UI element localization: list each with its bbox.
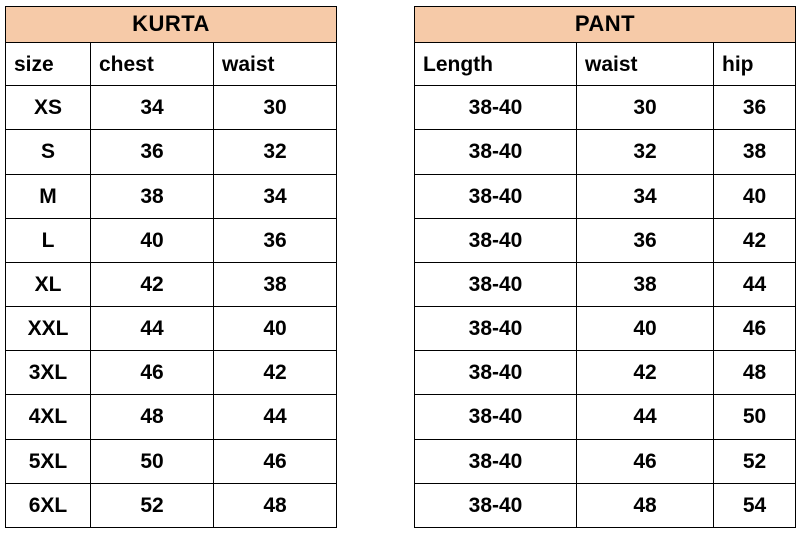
kurta-banner-row: [6, 7, 337, 43]
table-row: [6, 395, 337, 439]
pant-col-header-hip: hip: [714, 43, 796, 86]
kurta-cell-waist: 40: [214, 307, 337, 351]
kurta-cell-waist: 44: [214, 395, 337, 439]
table-row: [415, 395, 796, 439]
table-row: [6, 130, 337, 174]
table-row: [415, 307, 796, 351]
kurta-cell-size: L: [6, 218, 91, 262]
kurta-cell-size: XS: [6, 86, 91, 130]
pant-cell-length: 38-40: [415, 483, 577, 527]
pant-cell-waist: 46: [577, 439, 714, 483]
pant-cell-length: 38-40: [415, 351, 577, 395]
table-row: [415, 351, 796, 395]
pant-cell-length: 38-40: [415, 307, 577, 351]
table-row: [415, 483, 796, 527]
table-separator-gap: [336, 0, 414, 534]
pant-cell-length: 38-40: [415, 439, 577, 483]
table-row: [415, 174, 796, 218]
kurta-cell-chest: 34: [91, 86, 214, 130]
table-row: [415, 130, 796, 174]
kurta-cell-waist: 32: [214, 130, 337, 174]
kurta-cell-waist: 34: [214, 174, 337, 218]
pant-cell-waist: 48: [577, 483, 714, 527]
pant-cell-hip: 48: [714, 351, 796, 395]
table-row: [415, 86, 796, 130]
kurta-cell-waist: 30: [214, 86, 337, 130]
pant-col-header-waist: waist: [577, 43, 714, 86]
kurta-cell-size: S: [6, 130, 91, 174]
kurta-cell-waist: 46: [214, 439, 337, 483]
kurta-cell-waist: 48: [214, 483, 337, 527]
kurta-cell-chest: 46: [91, 351, 214, 395]
kurta-cell-size: XXL: [6, 307, 91, 351]
table-row: [6, 351, 337, 395]
pant-cell-waist: 30: [577, 86, 714, 130]
kurta-cell-chest: 42: [91, 262, 214, 306]
kurta-cell-chest: 38: [91, 174, 214, 218]
kurta-cell-chest: 44: [91, 307, 214, 351]
table-row: [6, 86, 337, 130]
kurta-cell-size: 3XL: [6, 351, 91, 395]
pant-cell-hip: 54: [714, 483, 796, 527]
table-row: [6, 483, 337, 527]
pant-cell-waist: 42: [577, 351, 714, 395]
pant-cell-hip: 50: [714, 395, 796, 439]
pant-cell-waist: 34: [577, 174, 714, 218]
pant-cell-length: 38-40: [415, 395, 577, 439]
pant-cell-hip: 36: [714, 86, 796, 130]
table-row: [6, 218, 337, 262]
table-row: [415, 262, 796, 306]
pant-banner-row: [415, 7, 796, 43]
pant-cell-length: 38-40: [415, 174, 577, 218]
kurta-col-header-waist: waist: [214, 43, 337, 86]
kurta-cell-size: XL: [6, 262, 91, 306]
kurta-size-table: [5, 6, 337, 528]
table-row: [6, 174, 337, 218]
pant-cell-waist: 36: [577, 218, 714, 262]
kurta-cell-chest: 52: [91, 483, 214, 527]
pant-cell-length: 38-40: [415, 130, 577, 174]
kurta-cell-size: 4XL: [6, 395, 91, 439]
pant-cell-hip: 38: [714, 130, 796, 174]
pant-cell-hip: 42: [714, 218, 796, 262]
kurta-cell-chest: 48: [91, 395, 214, 439]
pant-cell-length: 38-40: [415, 262, 577, 306]
kurta-cell-size: M: [6, 174, 91, 218]
pant-cell-hip: 52: [714, 439, 796, 483]
pant-header-row: [415, 43, 796, 86]
kurta-cell-chest: 36: [91, 130, 214, 174]
table-row: [6, 439, 337, 483]
kurta-cell-waist: 36: [214, 218, 337, 262]
kurta-cell-chest: 40: [91, 218, 214, 262]
pant-cell-waist: 44: [577, 395, 714, 439]
kurta-cell-size: 6XL: [6, 483, 91, 527]
table-row: [6, 262, 337, 306]
pant-cell-hip: 46: [714, 307, 796, 351]
kurta-header-row: [6, 43, 337, 86]
kurta-banner-label: KURTA: [6, 7, 337, 43]
kurta-cell-chest: 50: [91, 439, 214, 483]
table-row: [415, 218, 796, 262]
kurta-cell-size: 5XL: [6, 439, 91, 483]
pant-cell-waist: 38: [577, 262, 714, 306]
table-row: [415, 439, 796, 483]
pant-cell-waist: 40: [577, 307, 714, 351]
pant-cell-hip: 40: [714, 174, 796, 218]
pant-size-table: [414, 6, 796, 528]
kurta-col-header-size: size: [6, 43, 91, 86]
pant-cell-length: 38-40: [415, 218, 577, 262]
pant-banner-label: PANT: [415, 7, 796, 43]
kurta-cell-waist: 38: [214, 262, 337, 306]
pant-cell-waist: 32: [577, 130, 714, 174]
pant-cell-hip: 44: [714, 262, 796, 306]
pant-cell-length: 38-40: [415, 86, 577, 130]
kurta-col-header-chest: chest: [91, 43, 214, 86]
table-row: [6, 307, 337, 351]
kurta-cell-waist: 42: [214, 351, 337, 395]
pant-col-header-length: Length: [415, 43, 577, 86]
